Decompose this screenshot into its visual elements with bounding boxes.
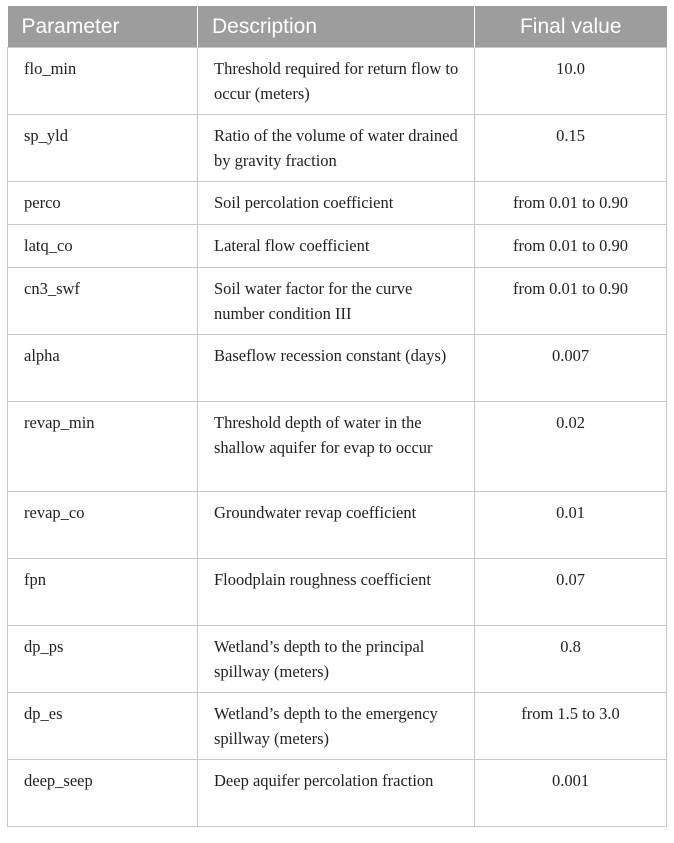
cell-parameter: dp_ps — [8, 626, 198, 693]
table-row — [8, 492, 667, 559]
cell-value: 0.02 — [475, 402, 667, 492]
table-row — [8, 225, 667, 268]
cell-parameter: deep_seep — [8, 760, 198, 827]
table-row — [8, 335, 667, 402]
cell-value: 0.8 — [475, 626, 667, 693]
cell-value: from 0.01 to 0.90 — [475, 268, 667, 335]
table-row — [8, 115, 667, 182]
cell-description: Baseflow recession constant (days) — [198, 335, 475, 402]
cell-value: from 0.01 to 0.90 — [475, 225, 667, 268]
table-row — [8, 182, 667, 225]
cell-parameter: fpn — [8, 559, 198, 626]
cell-parameter: sp_yld — [8, 115, 198, 182]
cell-parameter: alpha — [8, 335, 198, 402]
table-row — [8, 626, 667, 693]
cell-description: Ratio of the volume of water drained by gravity fraction — [198, 115, 475, 182]
cell-value: from 0.01 to 0.90 — [475, 182, 667, 225]
cell-description: Lateral flow coefficient — [198, 225, 475, 268]
cell-value: 10.0 — [475, 48, 667, 115]
table-row — [8, 48, 667, 115]
table-row — [8, 402, 667, 492]
cell-description: Floodplain roughness coefficient — [198, 559, 475, 626]
table-row — [8, 268, 667, 335]
cell-value: 0.07 — [475, 559, 667, 626]
cell-parameter: revap_min — [8, 402, 198, 492]
parameter-table — [7, 6, 667, 827]
cell-value: 0.001 — [475, 760, 667, 827]
cell-description: Wetland’s depth to the emergency spillway (meters) — [198, 693, 475, 760]
cell-description: Wetland’s depth to the principal spillway (meters) — [198, 626, 475, 693]
cell-parameter: perco — [8, 182, 198, 225]
cell-parameter: cn3_swf — [8, 268, 198, 335]
cell-description: Threshold depth of water in the shallow aquifer for evap to occur — [198, 402, 475, 492]
header-final-value: Final value — [475, 6, 667, 48]
table-row — [8, 559, 667, 626]
cell-value: 0.15 — [475, 115, 667, 182]
cell-description: Soil percolation coefficient — [198, 182, 475, 225]
cell-value: 0.007 — [475, 335, 667, 402]
header-parameter: Parameter — [8, 6, 198, 48]
cell-description: Soil water factor for the curve number condition III — [198, 268, 475, 335]
cell-parameter: flo_min — [8, 48, 198, 115]
table-row — [8, 693, 667, 760]
cell-parameter: dp_es — [8, 693, 198, 760]
cell-description: Threshold required for return flow to occur (meters) — [198, 48, 475, 115]
cell-description: Deep aquifer percolation fraction — [198, 760, 475, 827]
cell-value: from 1.5 to 3.0 — [475, 693, 667, 760]
cell-parameter: latq_co — [8, 225, 198, 268]
header-row — [8, 6, 667, 48]
cell-value: 0.01 — [475, 492, 667, 559]
cell-parameter: revap_co — [8, 492, 198, 559]
cell-description: Groundwater revap coefficient — [198, 492, 475, 559]
table-row — [8, 760, 667, 827]
header-description: Description — [198, 6, 475, 48]
